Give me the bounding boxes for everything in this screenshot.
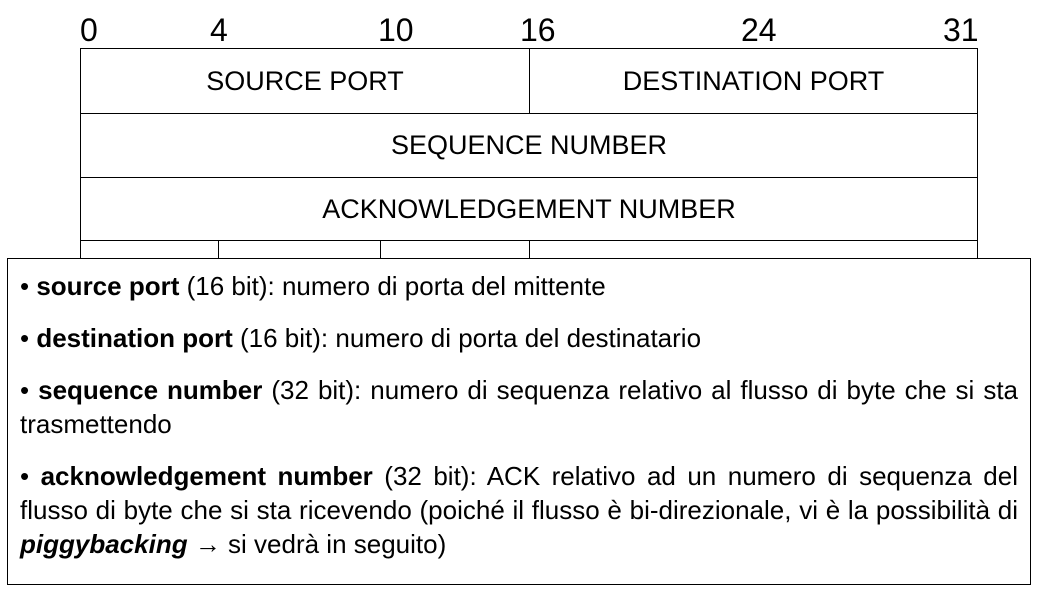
field-divider — [380, 241, 381, 259]
destination-port-field: DESTINATION PORT — [622, 65, 885, 96]
bit-label-0: 0 — [80, 12, 98, 48]
field-description-box — [7, 258, 1031, 585]
bullet: • — [20, 375, 30, 405]
term-source-port: source port — [36, 271, 180, 301]
desc-text: (32 bit): numero di sequenza relativo al flusso di byte che si sta trasmettendo — [20, 375, 1018, 439]
source-port-field: SOURCE PORT — [206, 65, 404, 96]
bit-label-24: 24 — [741, 12, 777, 48]
bullet: • — [20, 323, 30, 353]
sequence-number-field: SEQUENCE NUMBER — [390, 130, 668, 160]
tcp-header-diagram — [80, 48, 978, 258]
field-divider — [529, 241, 530, 259]
bit-label-4: 4 — [210, 12, 228, 48]
desc-text: (16 bit): numero di porta del mittente — [179, 271, 606, 301]
term-piggybacking: piggybacking — [20, 529, 188, 559]
bullet: • — [20, 271, 30, 301]
header-row-ports — [81, 49, 977, 114]
field-divider — [218, 241, 219, 259]
desc-tail: si vedrà in seguito) — [220, 529, 447, 559]
desc-source-port — [20, 269, 1018, 303]
header-row-acknowledgement — [81, 178, 977, 241]
desc-destination-port — [20, 321, 1018, 355]
bit-label-10: 10 — [378, 12, 414, 48]
desc-text: (16 bit): numero di porta del destinatario — [232, 323, 702, 353]
header-row-sequence — [81, 114, 977, 178]
bullet: • — [20, 461, 30, 491]
term-destination-port: destination port — [36, 323, 233, 353]
desc-acknowledgement-number — [20, 459, 1018, 561]
bit-label-31: 31 — [943, 12, 979, 48]
header-row-partial — [81, 241, 977, 259]
term-sequence-number: sequence number — [38, 375, 263, 405]
bit-label-16: 16 — [520, 12, 556, 48]
term-acknowledgement-number: acknowledgement number — [40, 461, 373, 491]
desc-text: (32 bit): ACK relativo ad un numero di sequenza del flusso di byte che si sta ricevendo (poiché il flusso è bi-direzionale, vi è la possibilità di — [20, 461, 1018, 525]
arrow-right-icon: → — [194, 529, 221, 559]
desc-sequence-number — [20, 373, 1018, 441]
acknowledgement-number-field: ACKNOWLEDGEMENT NUMBER — [322, 193, 736, 224]
